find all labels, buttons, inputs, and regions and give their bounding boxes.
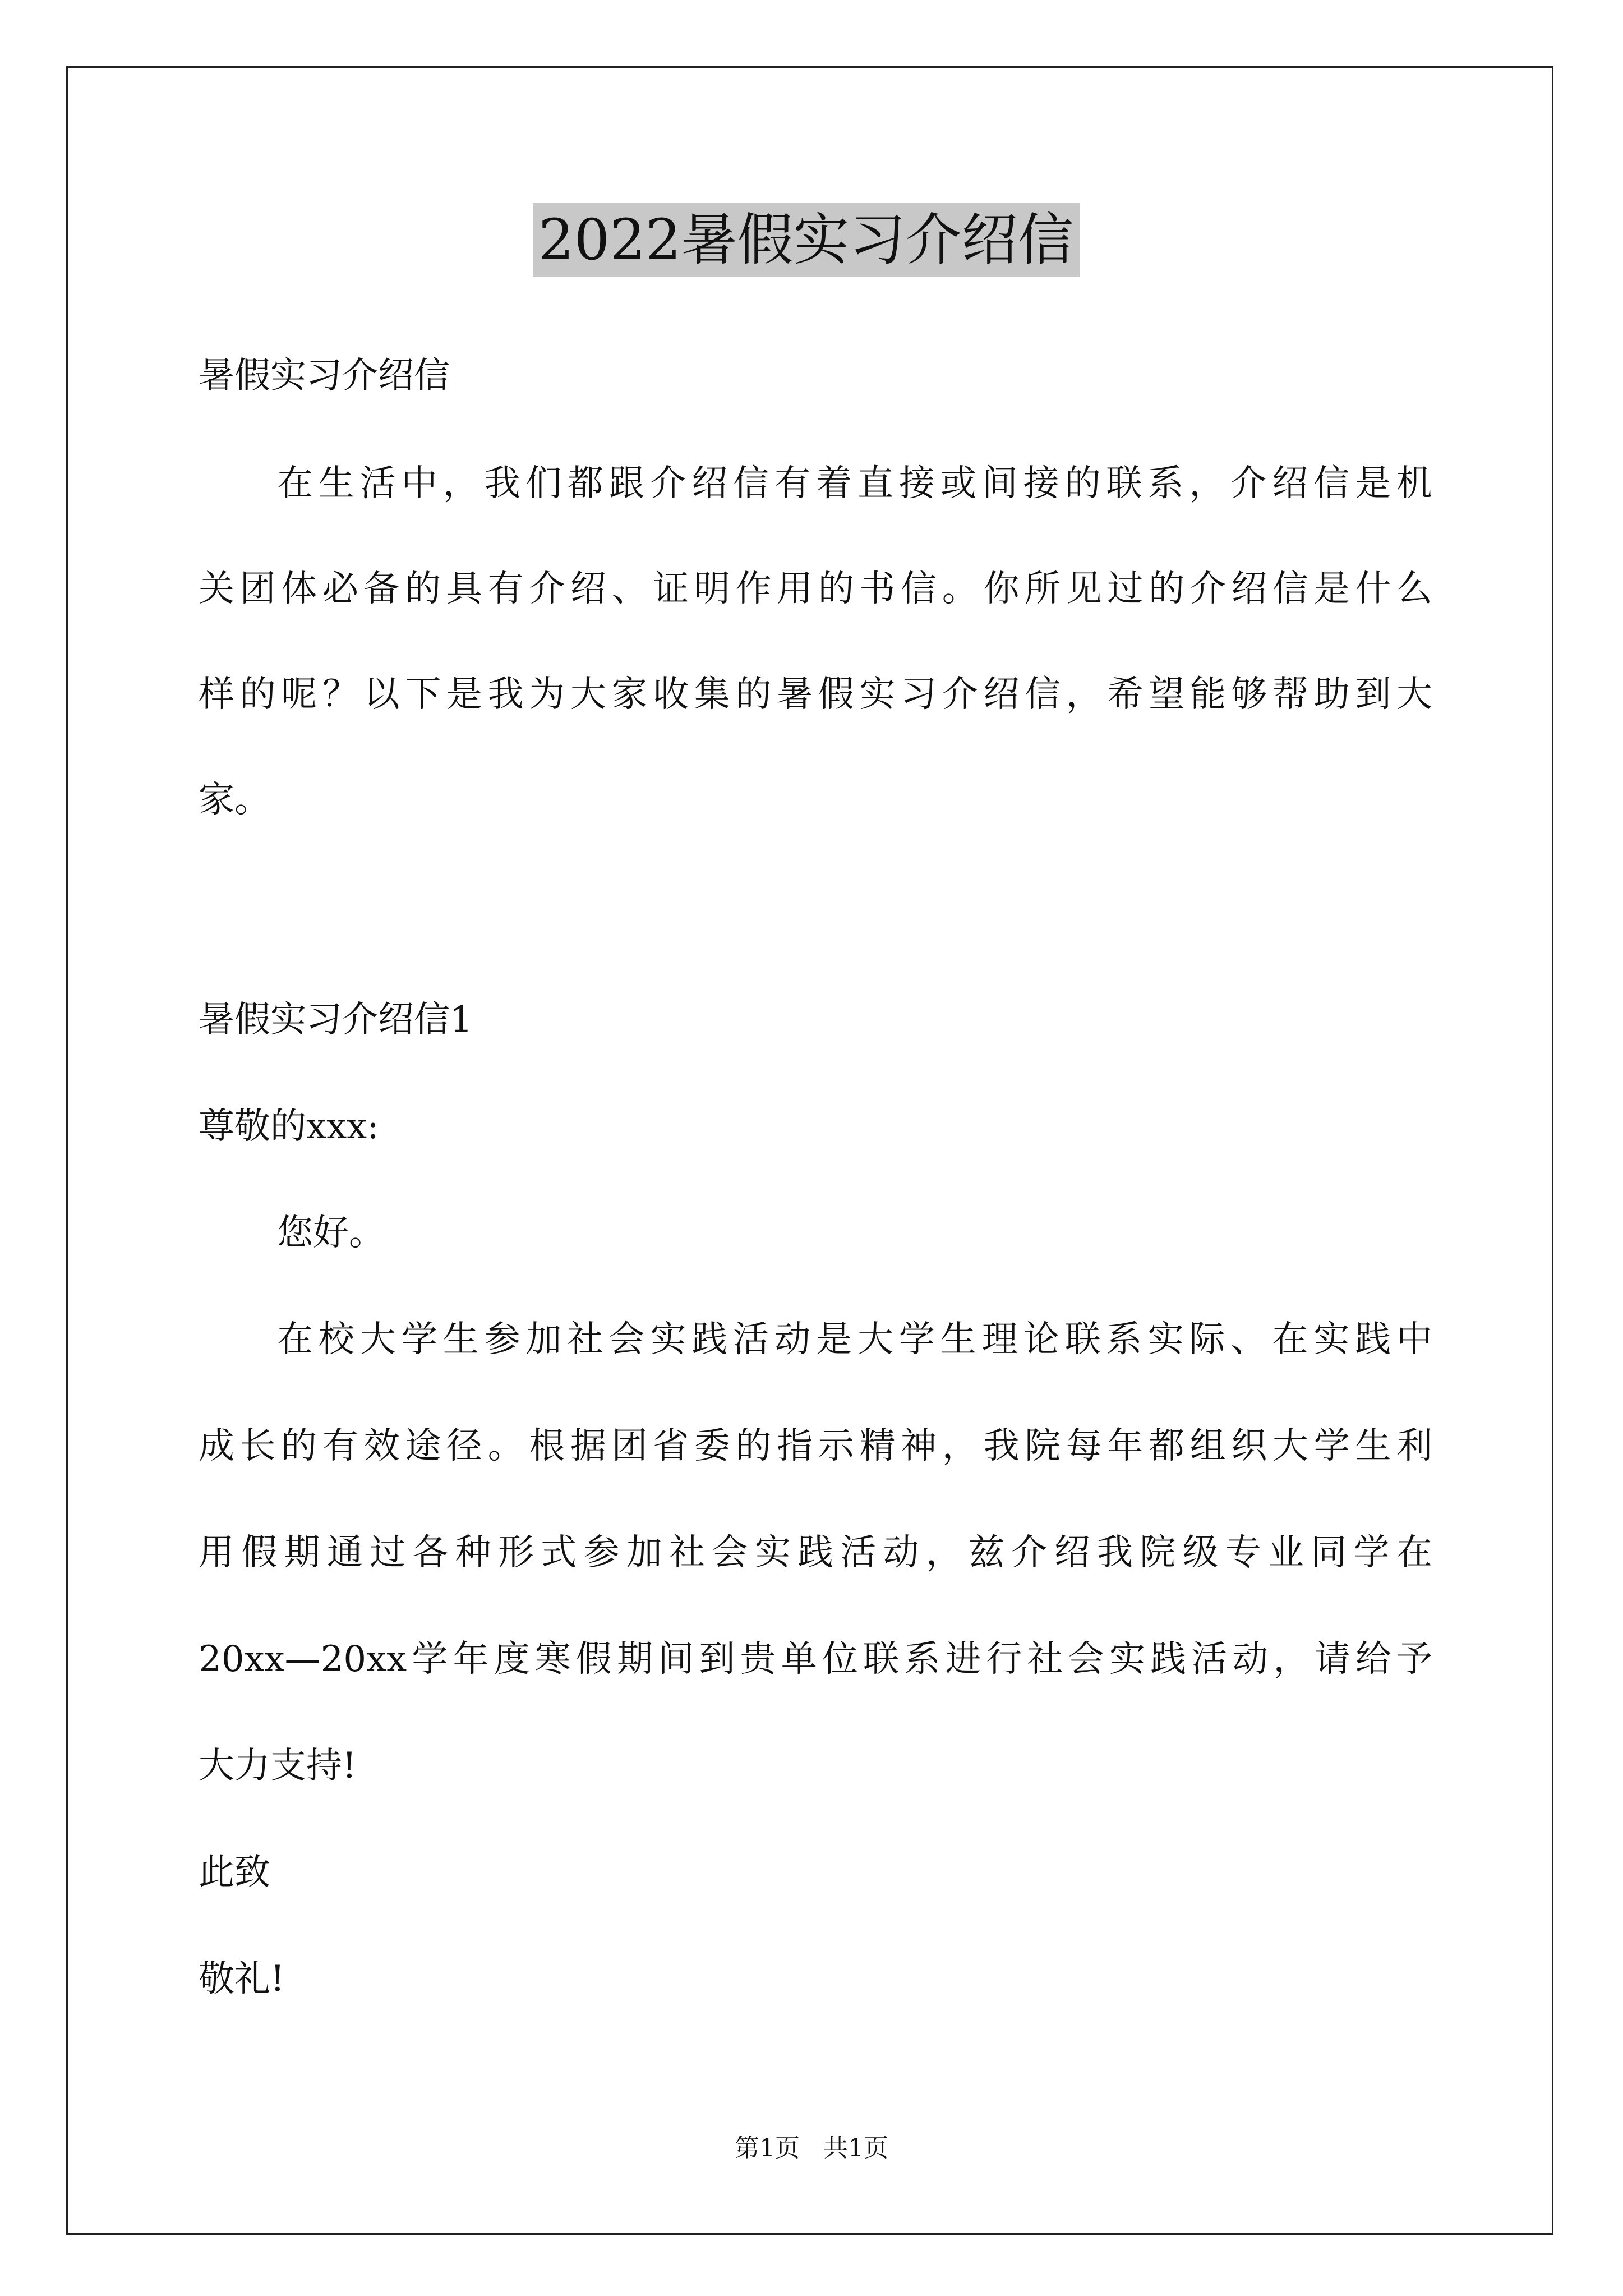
letter-body-line-1: 在校大学生参加社会实践活动是大学生理论联系实际、在实践中 <box>277 1319 1432 1360</box>
document-title: 2022暑假实习介绍信 <box>533 203 1080 277</box>
section-heading: 暑假实习介绍信 <box>199 355 450 397</box>
intro-line-4: 家。 <box>199 779 270 821</box>
letter-body-line-5: 大力支持! <box>199 1745 357 1787</box>
intro-line-2: 关团体必备的具有介绍、证明作用的书信。你所见过的介绍信是什么 <box>199 568 1432 610</box>
letter-heading: 暑假实习介绍信1 <box>199 999 473 1041</box>
intro-line-1: 在生活中，我们都跟介绍信有着直接或间接的联系，介绍信是机 <box>277 463 1432 504</box>
letter-closing-1: 此致 <box>199 1852 270 1893</box>
letter-body-line-2: 成长的有效途径。根据团省委的指示精神，我院每年都组织大学生利 <box>199 1425 1432 1467</box>
letter-closing-2: 敬礼! <box>199 1958 285 2000</box>
letter-greeting: 您好。 <box>277 1212 385 1254</box>
page-footer: 第1页 共1页 <box>735 2134 888 2162</box>
letter-body-line-4: 20xx—20xx学年度寒假期间到贵单位联系进行社会实践活动，请给予 <box>199 1639 1432 1680</box>
intro-line-3: 样的呢？以下是我为大家收集的暑假实习介绍信，希望能够帮助到大 <box>199 674 1432 715</box>
letter-salutation: 尊敬的xxx: <box>199 1106 379 1147</box>
letter-body-line-3: 用假期通过各种形式参加社会实践活动，兹介绍我院级专业同学在 <box>199 1532 1432 1573</box>
